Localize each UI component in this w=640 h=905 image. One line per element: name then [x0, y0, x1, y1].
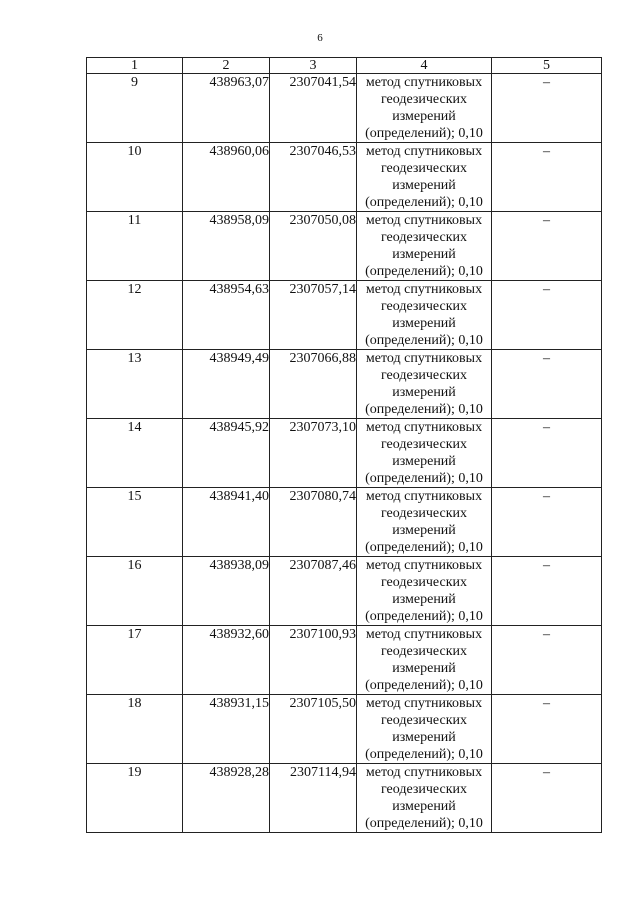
method-description [357, 281, 492, 350]
method-line: измерений [392, 454, 456, 469]
header-col-3: 3 [270, 58, 357, 74]
point-number: 19 [87, 764, 183, 833]
method-line: (определений); 0,10 [365, 816, 483, 831]
method-line: измерений [392, 385, 456, 400]
coordinates-table [86, 57, 602, 833]
method-line: геодезических [380, 506, 467, 521]
method-line: (определений); 0,10 [365, 471, 483, 486]
method-line: измерений [392, 799, 456, 814]
coordinate-y: 2307080,74 [270, 488, 357, 557]
table-row [87, 626, 602, 695]
table-row [87, 74, 602, 143]
coordinate-y: 2307041,54 [270, 74, 357, 143]
coordinate-x: 438932,60 [183, 626, 270, 695]
method-line: метод спутниковых [365, 75, 483, 90]
empty-mark: – [492, 74, 602, 143]
header-col-5: 5 [492, 58, 602, 74]
coordinate-y: 2307100,93 [270, 626, 357, 695]
method-line: (определений); 0,10 [365, 747, 483, 762]
coordinate-x: 438960,06 [183, 143, 270, 212]
method-line: геодезических [380, 437, 467, 452]
empty-mark: – [492, 488, 602, 557]
method-line: геодезических [380, 575, 467, 590]
point-number: 15 [87, 488, 183, 557]
header-col-2: 2 [183, 58, 270, 74]
empty-mark: – [492, 281, 602, 350]
point-number: 9 [87, 74, 183, 143]
table-row [87, 557, 602, 626]
method-line: измерений [392, 661, 456, 676]
coordinate-x: 438931,15 [183, 695, 270, 764]
table-body [87, 74, 602, 833]
method-line: геодезических [380, 644, 467, 659]
method-line: метод спутниковых [365, 696, 483, 711]
method-description [357, 143, 492, 212]
method-line: геодезических [380, 92, 467, 107]
table-row [87, 695, 602, 764]
method-description [357, 488, 492, 557]
coordinate-y: 2307087,46 [270, 557, 357, 626]
empty-mark: – [492, 212, 602, 281]
coordinate-y: 2307105,50 [270, 695, 357, 764]
coordinate-y: 2307073,10 [270, 419, 357, 488]
method-description [357, 764, 492, 833]
method-line: геодезических [380, 161, 467, 176]
method-line: (определений); 0,10 [365, 678, 483, 693]
method-line: измерений [392, 178, 456, 193]
method-line: (определений); 0,10 [365, 264, 483, 279]
empty-mark: – [492, 626, 602, 695]
header-col-1: 1 [87, 58, 183, 74]
point-number: 10 [87, 143, 183, 212]
table-row [87, 212, 602, 281]
method-line: метод спутниковых [365, 420, 483, 435]
method-line: геодезических [380, 299, 467, 314]
table-row [87, 764, 602, 833]
method-line: метод спутниковых [365, 144, 483, 159]
empty-mark: – [492, 764, 602, 833]
method-line: метод спутниковых [365, 489, 483, 504]
method-line: измерений [392, 247, 456, 262]
empty-mark: – [492, 557, 602, 626]
point-number: 18 [87, 695, 183, 764]
method-line: измерений [392, 316, 456, 331]
coordinate-y: 2307114,94 [270, 764, 357, 833]
point-number: 12 [87, 281, 183, 350]
method-description [357, 212, 492, 281]
point-number: 17 [87, 626, 183, 695]
method-line: измерений [392, 592, 456, 607]
method-line: (определений); 0,10 [365, 609, 483, 624]
coordinate-y: 2307050,08 [270, 212, 357, 281]
method-line: метод спутниковых [365, 765, 483, 780]
table-header-row [87, 58, 602, 74]
method-line: геодезических [380, 713, 467, 728]
method-line: (определений); 0,10 [365, 540, 483, 555]
method-description [357, 419, 492, 488]
method-line: (определений); 0,10 [365, 195, 483, 210]
method-line: измерений [392, 523, 456, 538]
method-description [357, 626, 492, 695]
header-col-4: 4 [357, 58, 492, 74]
method-line: (определений); 0,10 [365, 333, 483, 348]
coordinate-x: 438949,49 [183, 350, 270, 419]
method-description [357, 74, 492, 143]
point-number: 11 [87, 212, 183, 281]
empty-mark: – [492, 695, 602, 764]
coordinate-x: 438958,09 [183, 212, 270, 281]
point-number: 14 [87, 419, 183, 488]
method-line: (определений); 0,10 [365, 126, 483, 141]
page-number: 6 [317, 32, 323, 44]
method-line: измерений [392, 730, 456, 745]
coordinate-y: 2307057,14 [270, 281, 357, 350]
empty-mark: – [492, 143, 602, 212]
table-row [87, 488, 602, 557]
table-row [87, 350, 602, 419]
coordinate-x: 438945,92 [183, 419, 270, 488]
point-number: 16 [87, 557, 183, 626]
method-line: метод спутниковых [365, 627, 483, 642]
method-description [357, 557, 492, 626]
coordinate-x: 438954,63 [183, 281, 270, 350]
method-description [357, 695, 492, 764]
method-line: измерений [392, 109, 456, 124]
coordinate-y: 2307046,53 [270, 143, 357, 212]
coordinate-y: 2307066,88 [270, 350, 357, 419]
table-row [87, 143, 602, 212]
method-line: метод спутниковых [365, 558, 483, 573]
method-line: метод спутниковых [365, 282, 483, 297]
coordinate-x: 438928,28 [183, 764, 270, 833]
method-line: метод спутниковых [365, 351, 483, 366]
coordinate-x: 438963,07 [183, 74, 270, 143]
coordinate-x: 438938,09 [183, 557, 270, 626]
method-line: геодезических [380, 782, 467, 797]
method-line: геодезических [380, 368, 467, 383]
empty-mark: – [492, 350, 602, 419]
method-line: метод спутниковых [365, 213, 483, 228]
empty-mark: – [492, 419, 602, 488]
method-line: геодезических [380, 230, 467, 245]
coordinate-x: 438941,40 [183, 488, 270, 557]
table-row [87, 419, 602, 488]
table-row [87, 281, 602, 350]
method-line: (определений); 0,10 [365, 402, 483, 417]
method-description [357, 350, 492, 419]
point-number: 13 [87, 350, 183, 419]
